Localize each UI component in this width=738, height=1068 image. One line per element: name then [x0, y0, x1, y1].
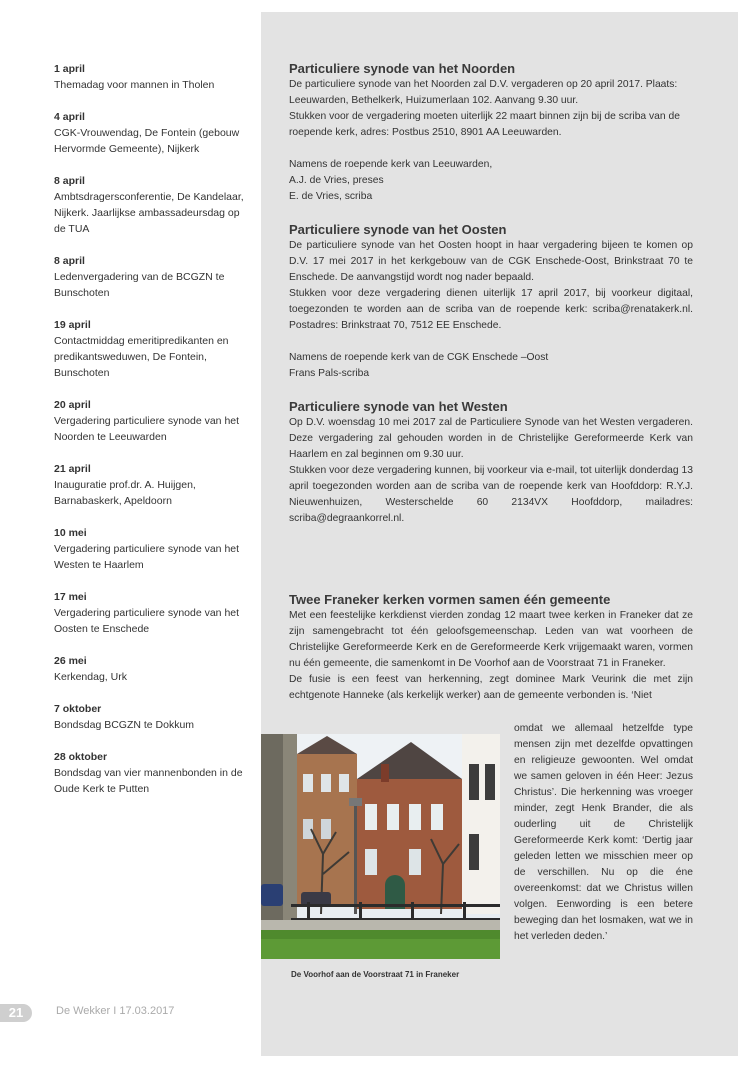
agenda-date: 8 april — [54, 255, 85, 267]
page-number: 21 — [0, 1004, 32, 1022]
article-paragraph: Stukken voor deze vergadering kunnen, bij voorkeur via e-mail, tot uiterlijk donderdag 13 april toegezonden worden aan de scriba van de roepende kerk van Hoofddorp: R.Y.J. Nieuwenhuizen, Westerschelde 60 2134VX Hoofddorp, mailadres: scriba@degraankorrel.nl. — [289, 465, 693, 524]
agenda-text: Vergadering particuliere synode van het Westen te Haarlem — [54, 543, 240, 571]
article-noorden — [289, 61, 693, 205]
agenda-item — [54, 525, 244, 573]
agenda-item — [54, 253, 244, 301]
agenda-date: 20 april — [54, 399, 91, 411]
agenda-item — [54, 653, 244, 685]
signature-line: Namens de roepende kerk van de CGK Enschede –Oost — [289, 352, 549, 363]
agenda-text: Vergadering particuliere synode van het Noorden te Leeuwarden — [54, 415, 240, 443]
agenda-text: Contactmiddag emeritipredikanten en predikantsweduwen, De Fontein, Bunschoten — [54, 335, 229, 379]
agenda-date: 4 april — [54, 111, 85, 123]
agenda-date: 28 oktober — [54, 751, 108, 763]
article-title: Particuliere synode van het Oosten — [289, 222, 507, 237]
article-franeker — [289, 592, 693, 704]
agenda-item — [54, 61, 244, 93]
agenda-date: 17 mei — [54, 591, 87, 603]
photo-caption: De Voorhof aan de Voorstraat 71 in Franeker — [291, 970, 460, 979]
agenda-text: Inauguratie prof.dr. A. Huijgen, Barnabaskerk, Apeldoorn — [54, 479, 196, 507]
signature-line: A.J. de Vries, preses — [289, 175, 384, 186]
agenda-date: 26 mei — [54, 655, 87, 667]
footer-publication: De Wekker I 17.03.2017 — [56, 1005, 175, 1017]
agenda-item — [54, 701, 244, 733]
agenda-text: CGK-Vrouwendag, De Fontein (gebouw Hervormde Gemeente), Nijkerk — [54, 127, 240, 155]
agenda-text: Bondsdag van vier mannenbonden in de Oude Kerk te Putten — [54, 767, 243, 795]
article-paragraph: De particuliere synode van het Oosten hoopt in haar vergadering bijeen te komen op D.V. 17 mei 2017 in het kerkgebouw van de CGK Enschede-Oost, Brinkstraat 70 te Enschede. De aanvangstijd wordt nog nader bepaald. — [289, 240, 693, 283]
signature-line: Frans Pals-scriba — [289, 368, 370, 379]
agenda-item — [54, 317, 244, 381]
article-paragraph: De fusie is een feest van herkenning, zegt dominee Mark Veurink die met zijn echtgenote Hanneke (als kerkelijk werker) aan de gemeente verbonden is. ‘Niet — [289, 674, 693, 701]
agenda-item — [54, 109, 244, 157]
article-paragraph: Met een feestelijke kerkdienst vierden zondag 12 maart twee kerken in Franeker dat ze zijn samengebracht tot één geloofsgemeenschap. Leden van wat voorheen de Christelijke Gereformeerde Kerk en de Gereformeerde Kerk vrijgemaakt waren, vormen nu één gemeente, die samenkomt in De Voorhof aan de Voorstraat 71 in Franeker. — [289, 610, 693, 669]
agenda-item — [54, 461, 244, 509]
church-photo — [261, 734, 500, 959]
agenda-item — [54, 397, 244, 445]
article-paragraph: Stukken voor de vergadering moeten uiterlijk 22 maart binnen zijn bij de scriba van de roepende kerk, adres: Postbus 2510, 8901 AA Leeuwarden. — [289, 111, 680, 138]
article-paragraph: De particuliere synode van het Noorden zal D.V. vergaderen op 20 april 2017. Plaats: Leeuwarden, Bethelkerk, Huizumerlaan 102. Aanvang 9.30 uur. — [289, 79, 678, 106]
article-title: Twee Franeker kerken vormen samen één gemeente — [289, 592, 611, 607]
agenda-date: 10 mei — [54, 527, 87, 539]
article-westen — [289, 399, 693, 527]
article-paragraph: Stukken voor deze vergadering dienen uiterlijk 17 april 2017, bij voorkeur digitaal, toegezonden te worden aan de scriba van de roepende kerk: scriba@renatakerk.nl. Postadres: Brinkstraat 70, 7512 EE Enschede. — [289, 288, 693, 331]
agenda-item — [54, 589, 244, 637]
article-franeker-continued — [514, 721, 693, 945]
signature-line: E. de Vries, scriba — [289, 191, 373, 202]
agenda-text: Bondsdag BCGZN te Dokkum — [54, 719, 195, 731]
article-title: Particuliere synode van het Noorden — [289, 61, 516, 76]
agenda-item — [54, 173, 244, 237]
agenda-list — [54, 61, 244, 813]
signature-line: Namens de roepende kerk van Leeuwarden, — [289, 159, 493, 170]
agenda-text: Themadag voor mannen in Tholen — [54, 79, 215, 91]
agenda-date: 8 april — [54, 175, 85, 187]
agenda-text: Kerkendag, Urk — [54, 671, 127, 683]
agenda-date: 7 oktober — [54, 703, 102, 715]
agenda-date: 19 april — [54, 319, 91, 331]
article-paragraph: omdat we allemaal hetzelfde type mensen zijn met dezelfde opvattingen en religieuze gewoonten. Wel omdat we samen geloven in één Heer: Jezus Christus’. Die herkenning was vroeger minder, zegt Henk Brander, die als ouderling uit de Christelijk Gereformeerde Kerk komt: ‘Dertig jaar geleden letten we misschien meer op de verschillen. Nu op die éne overeenkomst: dat we Christus willen volgen. Eenwording is een betere beweging dan het losmaken, wat we in het verleden deden.’ — [514, 723, 693, 942]
agenda-text: Vergadering particuliere synode van het Oosten te Enschede — [54, 607, 240, 635]
agenda-date: 21 april — [54, 463, 91, 475]
article-paragraph: Op D.V. woensdag 10 mei 2017 zal de Particuliere Synode van het Westen vergaderen. Deze vergadering zal gehouden worden in de Christelijke Gereformeerde Kerk van Haarlem en zal beginnen om 9.30 uur. — [289, 417, 693, 460]
agenda-item — [54, 749, 244, 797]
agenda-text: Ledenvergadering van de BCGZN te Bunschoten — [54, 271, 225, 299]
agenda-date: 1 april — [54, 63, 85, 75]
agenda-text: Ambtsdragersconferentie, De Kandelaar, Nijkerk. Jaarlijkse ambassadeursdag op de TUA — [54, 191, 244, 235]
article-oosten — [289, 222, 693, 382]
article-title: Particuliere synode van het Westen — [289, 399, 508, 414]
